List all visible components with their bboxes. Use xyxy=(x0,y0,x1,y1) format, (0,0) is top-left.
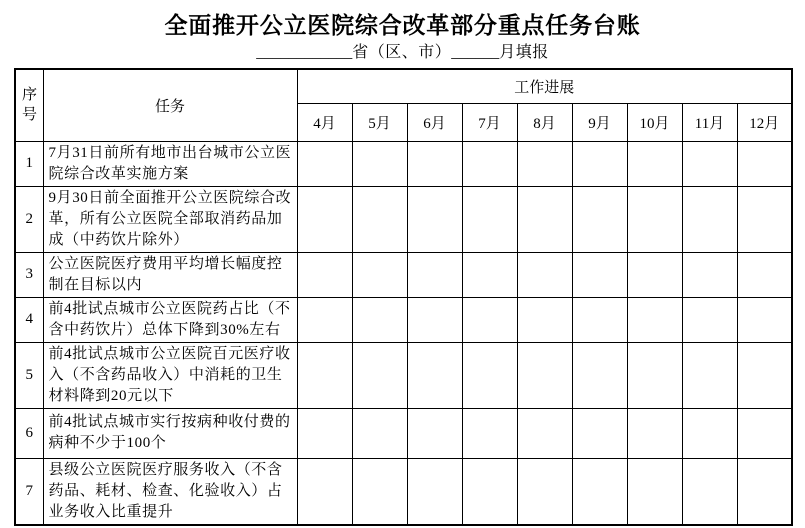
progress-cell[interactable] xyxy=(462,297,517,342)
task-cell: 前4批试点城市公立医院药占比（不含中药饮片）总体下降到30%左右 xyxy=(43,297,297,342)
col-header-month: 7月 xyxy=(462,103,517,141)
month-fill-blank[interactable]: ______ xyxy=(451,44,500,61)
progress-cell[interactable] xyxy=(352,408,407,458)
progress-cell[interactable] xyxy=(407,252,462,297)
row-index-cell: 6 xyxy=(15,408,43,458)
table-row xyxy=(15,186,792,252)
progress-cell[interactable] xyxy=(517,342,572,408)
progress-cell[interactable] xyxy=(462,252,517,297)
progress-cell[interactable] xyxy=(407,297,462,342)
progress-cell[interactable] xyxy=(462,141,517,186)
progress-cell[interactable] xyxy=(682,342,737,408)
task-ledger-table xyxy=(14,68,793,526)
progress-cell[interactable] xyxy=(627,458,682,525)
progress-cell[interactable] xyxy=(407,408,462,458)
progress-cell[interactable] xyxy=(462,186,517,252)
progress-cell[interactable] xyxy=(517,297,572,342)
task-cell: 县级公立医院医疗服务收入（不含药品、耗材、检查、化验收入）占业务收入比重提升 xyxy=(43,458,297,525)
region-label: 省（区、市） xyxy=(352,44,452,61)
task-cell: 9月30日前全面推开公立医院综合改革，所有公立医院全部取消药品加成（中药饮片除外） xyxy=(43,186,297,252)
col-header-month: 9月 xyxy=(572,103,627,141)
progress-cell[interactable] xyxy=(407,186,462,252)
row-index-cell: 5 xyxy=(15,342,43,408)
progress-cell[interactable] xyxy=(352,252,407,297)
progress-cell[interactable] xyxy=(407,342,462,408)
progress-cell[interactable] xyxy=(297,458,352,525)
row-index-cell: 2 xyxy=(15,186,43,252)
progress-cell[interactable] xyxy=(737,141,792,186)
progress-cell[interactable] xyxy=(297,141,352,186)
row-index-cell: 1 xyxy=(15,141,43,186)
progress-cell[interactable] xyxy=(462,458,517,525)
progress-cell[interactable] xyxy=(627,408,682,458)
progress-cell[interactable] xyxy=(737,297,792,342)
province-fill-blank[interactable]: ____________ xyxy=(256,44,353,61)
progress-cell[interactable] xyxy=(407,458,462,525)
progress-cell[interactable] xyxy=(572,342,627,408)
progress-cell[interactable] xyxy=(352,342,407,408)
progress-cell[interactable] xyxy=(572,408,627,458)
page-title: 全面推开公立医院综合改革部分重点任务台账 xyxy=(164,13,641,38)
row-index-cell: 4 xyxy=(15,297,43,342)
col-header-month: 4月 xyxy=(297,103,352,141)
page-subtitle xyxy=(0,43,805,63)
header-row-top xyxy=(15,69,792,103)
task-cell: 前4批试点城市公立医院百元医疗收入（不含药品收入）中消耗的卫生材料降到20元以下 xyxy=(43,342,297,408)
col-header-task: 任务 xyxy=(43,69,297,141)
progress-cell[interactable] xyxy=(352,458,407,525)
progress-cell[interactable] xyxy=(517,458,572,525)
progress-cell[interactable] xyxy=(627,141,682,186)
progress-cell[interactable] xyxy=(572,186,627,252)
progress-cell[interactable] xyxy=(297,342,352,408)
progress-cell[interactable] xyxy=(517,408,572,458)
progress-cell[interactable] xyxy=(737,342,792,408)
progress-cell[interactable] xyxy=(407,141,462,186)
progress-cell[interactable] xyxy=(352,297,407,342)
col-header-month: 8月 xyxy=(517,103,572,141)
progress-cell[interactable] xyxy=(682,141,737,186)
col-header-index: 序号 xyxy=(15,69,43,141)
progress-cell[interactable] xyxy=(627,186,682,252)
task-cell: 7月31日前所有地市出台城市公立医院综合改革实施方案 xyxy=(43,141,297,186)
progress-cell[interactable] xyxy=(572,297,627,342)
progress-cell[interactable] xyxy=(297,408,352,458)
table-row xyxy=(15,342,792,408)
progress-cell[interactable] xyxy=(682,186,737,252)
col-header-month: 6月 xyxy=(407,103,462,141)
progress-cell[interactable] xyxy=(682,408,737,458)
progress-cell[interactable] xyxy=(737,408,792,458)
progress-cell[interactable] xyxy=(517,252,572,297)
task-cell: 公立医院医疗费用平均增长幅度控制在目标以内 xyxy=(43,252,297,297)
progress-cell[interactable] xyxy=(682,297,737,342)
progress-cell[interactable] xyxy=(737,252,792,297)
progress-cell[interactable] xyxy=(297,297,352,342)
progress-cell[interactable] xyxy=(737,458,792,525)
progress-cell[interactable] xyxy=(737,186,792,252)
row-index-cell: 7 xyxy=(15,458,43,525)
table-row xyxy=(15,458,792,525)
progress-cell[interactable] xyxy=(572,458,627,525)
progress-cell[interactable] xyxy=(627,342,682,408)
progress-cell[interactable] xyxy=(517,141,572,186)
progress-cell[interactable] xyxy=(627,297,682,342)
report-label: 月填报 xyxy=(499,44,549,61)
progress-cell[interactable] xyxy=(352,141,407,186)
progress-cell[interactable] xyxy=(297,252,352,297)
table-row xyxy=(15,252,792,297)
table-row xyxy=(15,297,792,342)
progress-cell[interactable] xyxy=(572,141,627,186)
col-header-month: 5月 xyxy=(352,103,407,141)
progress-cell[interactable] xyxy=(517,186,572,252)
progress-cell[interactable] xyxy=(462,342,517,408)
table-row xyxy=(15,141,792,186)
col-header-month: 12月 xyxy=(737,103,792,141)
progress-cell[interactable] xyxy=(682,458,737,525)
progress-cell[interactable] xyxy=(682,252,737,297)
progress-cell[interactable] xyxy=(572,252,627,297)
row-index-cell: 3 xyxy=(15,252,43,297)
task-cell: 前4批试点城市实行按病种收付费的病种不少于100个 xyxy=(43,408,297,458)
progress-cell[interactable] xyxy=(352,186,407,252)
progress-cell[interactable] xyxy=(627,252,682,297)
col-header-month: 10月 xyxy=(627,103,682,141)
col-header-month: 11月 xyxy=(682,103,737,141)
progress-cell[interactable] xyxy=(462,408,517,458)
progress-cell[interactable] xyxy=(297,186,352,252)
table-row xyxy=(15,408,792,458)
col-header-progress: 工作进展 xyxy=(297,69,792,103)
